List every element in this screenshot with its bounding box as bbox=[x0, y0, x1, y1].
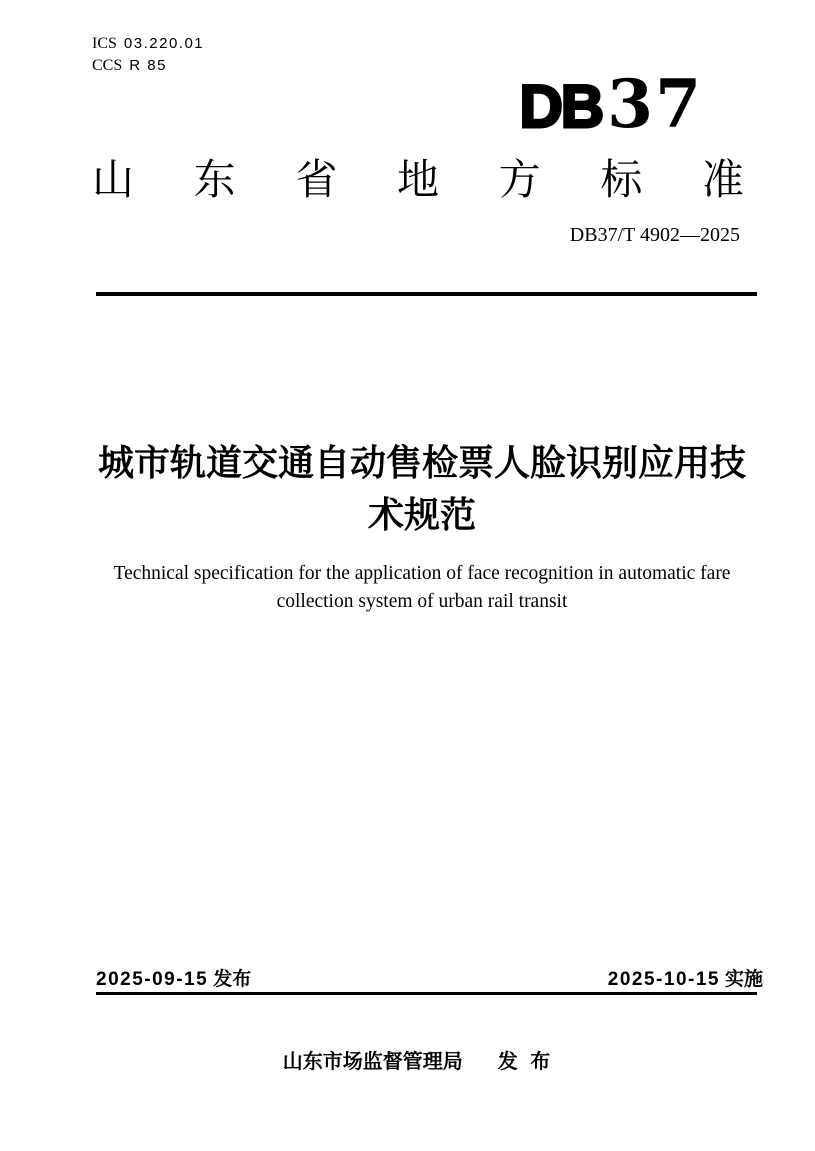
implement-label: 实施 bbox=[724, 969, 763, 990]
document-title-en bbox=[92, 560, 752, 616]
ccs-label: CCS bbox=[92, 57, 123, 74]
ccs-value: R 85 bbox=[129, 57, 167, 74]
standard-type-heading: 山东省地方标准 bbox=[92, 156, 744, 203]
classification-block bbox=[92, 33, 204, 77]
publisher-name: 山东市场监督管理局 bbox=[282, 1051, 463, 1073]
issue-date-group bbox=[96, 968, 251, 992]
implement-date: 2025-10-15 bbox=[607, 969, 720, 990]
document-title-en-line1: Technical specification for the application of face recognition in automatic fare bbox=[113, 563, 731, 584]
db37-logo-prefix: DB bbox=[519, 73, 603, 140]
ccs-row bbox=[92, 55, 204, 77]
document-title-zh-line2: 术规范 bbox=[367, 494, 476, 535]
issue-label: 发布 bbox=[213, 969, 252, 990]
footer-dates bbox=[96, 968, 763, 992]
implement-date-group bbox=[608, 968, 763, 992]
issue-date: 2025-09-15 bbox=[96, 969, 209, 990]
standard-number: DB37/T 4902—2025 bbox=[569, 224, 740, 246]
ics-label: ICS bbox=[92, 35, 117, 52]
db37-logo-number: 37 bbox=[607, 65, 703, 143]
document-title-zh-line1: 城市轨道交通自动售检票人脸识别应用技 bbox=[97, 442, 746, 483]
publisher-row bbox=[9, 1049, 815, 1075]
publish-action: 发 布 bbox=[497, 1051, 551, 1073]
footer-rule bbox=[96, 992, 757, 995]
document-title-zh bbox=[92, 437, 752, 541]
ics-row bbox=[92, 33, 204, 55]
ics-value: 03.220.01 bbox=[123, 35, 205, 52]
header-rule bbox=[96, 292, 757, 296]
document-title-en-line2: collection system of urban rail transit bbox=[276, 591, 568, 612]
db37-logo bbox=[519, 65, 703, 143]
